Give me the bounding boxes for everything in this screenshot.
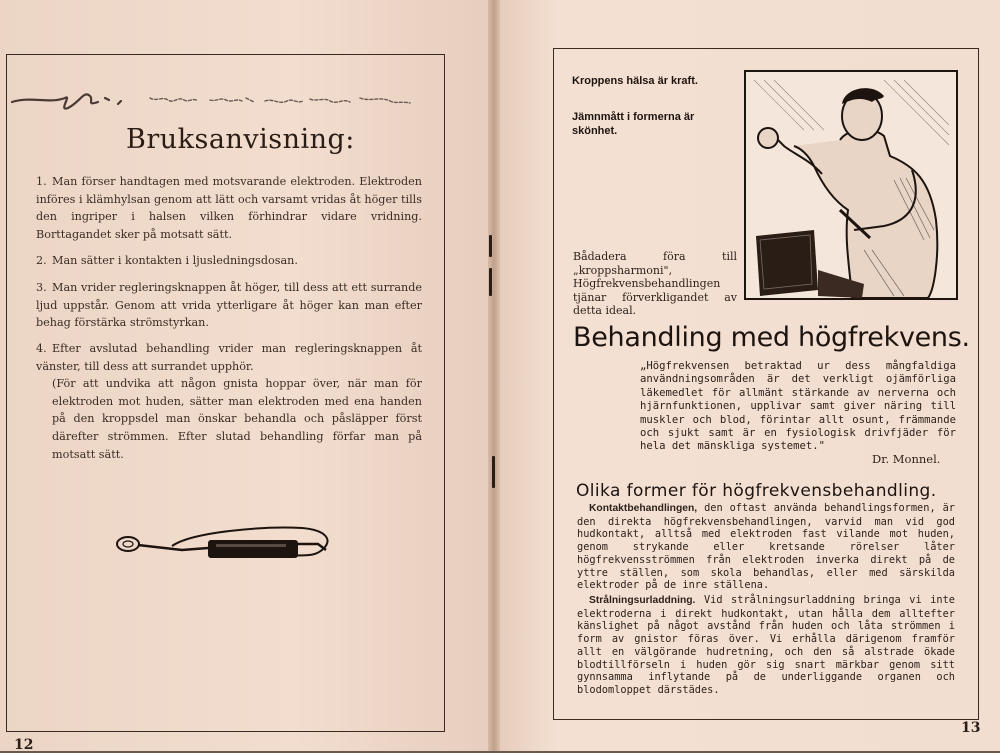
paragraph-text: den oftast använda behandlingsformen, är den direkta högfrekvensbehandlingen, varvid man vid god hudkontakt, alltså med elektroden fast vilande mot huden, genom strykande eller kretsande rörelser låter högfrekvensströmmen från elektroden inverka direkt på de yttre ställen, som skola behandlas, eller med särskilda elektroder på de inre ställena. [577, 502, 955, 592]
instruction-text: Man sätter i kontakten i ljusledningsdosan. [52, 254, 298, 267]
stitch-mark [489, 235, 492, 257]
page-number-right: 13 [961, 720, 981, 736]
instruction-number: 1. [36, 175, 47, 188]
illustration-caption: Bådadera föra till „kroppsharmoni", Högfrekvensbehandlingen tjänar förverkligandet av detta ideal. [573, 250, 737, 317]
page-number-left: 12 [14, 737, 34, 753]
instruction-number: 3. [36, 281, 47, 294]
handwritten-signature [10, 84, 430, 120]
book-spine [488, 0, 500, 751]
instruction-text: Man förser handtagen med motsvarande elektroden. Elektroden införes i klämhylsan genom att lätt och varsamt vridas åt höger tills den ingriper i halsen vilken förhindrar vidare vridning. Borttagandet sker på motsatt sätt. [36, 175, 422, 241]
quote-text: „Högfrekvensen betraktad ur dess mångfaldiga användningsområden är det verkligt ojämförliga läkemedlet för allmänt stärkande av nerverna och hjärnfunktionen, upplivar samt giver näring till muskler och blod, förintar allt osunt, främmande och sjukt samt är en fysiologisk drivfjäder för hela det mänskliga systemet." [640, 360, 956, 453]
motto-health: Kroppens hälsa är kraft. [572, 75, 698, 87]
instruction-item [36, 173, 422, 243]
stitch-mark [492, 456, 495, 488]
instruction-item [36, 340, 422, 463]
stitch-mark [489, 268, 492, 296]
paragraph-title: Strålningsurladdning. [589, 595, 696, 606]
man-with-device-illustration [744, 70, 958, 300]
instruction-item [36, 252, 422, 270]
paragraph-stralningsurladdning [577, 594, 955, 697]
instruction-text: Man vrider regleringsknappen åt höger, till dess att ett surrande ljud uppstår. Genom att vrida ytterligare åt höger kan man efter behag förstärka strömstyrkan. [36, 281, 422, 330]
paragraph-title: Kontaktbehandlingen, [589, 503, 698, 514]
paragraph-text: Vid strålningsurladdning bringa vi inte elektroderna i direkt hudkontakt, utan hålla dem alltefter känslighet på något avstånd från huden och låta strömmen i form av gnistor föras över. Vi erhålla därigenom framför allt en välgörande hudretning, och den så alstrade ökade blodtillförseln i huden gör sig snart märkbar genom sitt gynnsamma inflytande på de underliggande organen och blodomloppet därstädes. [577, 594, 955, 696]
paragraph-kontaktbehandling [577, 502, 955, 592]
instruction-number: 4. [36, 342, 47, 355]
section-heading: Behandling med högfrekvens. [573, 322, 970, 353]
instruction-item [36, 279, 422, 332]
subsection-heading: Olika former för högfrekvensbehandling. [576, 481, 937, 501]
instruction-number: 2. [36, 254, 47, 267]
instruction-text: Efter avslutad behandling vrider man regleringsknappen åt vänster, till dess att surrandet upphör. [36, 342, 422, 373]
motto-beauty: Jämnmått i formerna är skönhet. [572, 111, 695, 137]
quote-author: Dr. Monnel. [872, 452, 941, 466]
electrode-illustration [112, 518, 338, 574]
instruction-note: (För att undvika att någon gnista hoppar över, när man för elektroden mot huden, sätter man elektroden med ena handen på den kroppsdel man önskar behandla och påsläpper först därefter strömmen. Efter slutad behandling förfar man på motsatt sätt. [52, 377, 422, 461]
page-title: Bruksanvisning: [126, 124, 355, 155]
